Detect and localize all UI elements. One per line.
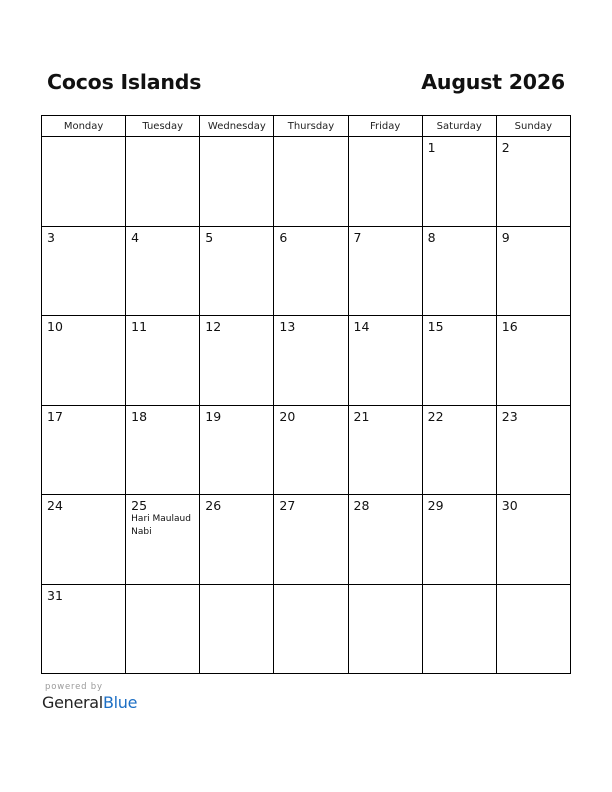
day-cell xyxy=(200,226,274,316)
day-number: 20 xyxy=(279,408,296,424)
day-cell xyxy=(496,137,570,227)
day-number: 28 xyxy=(353,498,370,513)
brand-blue-text: Blue xyxy=(102,693,138,712)
day-cell xyxy=(274,495,348,585)
day-cell xyxy=(126,495,200,585)
day-cell xyxy=(42,405,126,495)
day-number: 31 xyxy=(47,587,63,603)
empty-day-cell xyxy=(200,584,274,674)
powered-by-label: powered by xyxy=(45,682,103,692)
empty-day-cell xyxy=(126,137,200,227)
day-number: 2 xyxy=(501,140,510,155)
day-cell xyxy=(348,405,422,495)
empty-day-cell xyxy=(348,584,422,674)
day-cell xyxy=(422,405,496,495)
day-number: 29 xyxy=(427,498,444,513)
weekday-header: Wednesday xyxy=(200,116,274,137)
day-cell xyxy=(126,405,200,495)
day-cell xyxy=(422,316,496,406)
day-number: 1 xyxy=(427,140,436,155)
empty-day-cell xyxy=(422,584,496,674)
day-cell xyxy=(422,226,496,316)
weekday-header-row xyxy=(42,116,571,137)
day-cell xyxy=(422,495,496,585)
day-number: 15 xyxy=(427,319,444,334)
empty-day-cell xyxy=(126,584,200,674)
day-number: 18 xyxy=(131,408,148,424)
calendar-month-title: August 2026 xyxy=(421,70,565,94)
day-cell xyxy=(42,316,126,406)
week-row xyxy=(42,226,571,316)
day-cell xyxy=(348,316,422,406)
day-number: 21 xyxy=(353,408,370,424)
day-number: 4 xyxy=(131,229,140,245)
day-cell xyxy=(496,316,570,406)
day-number: 16 xyxy=(501,319,518,334)
day-number: 12 xyxy=(205,319,222,334)
generalblue-logo[interactable] xyxy=(42,693,137,712)
day-number: 9 xyxy=(501,229,510,245)
day-cell xyxy=(200,405,274,495)
weekday-header: Sunday xyxy=(496,116,570,137)
day-cell xyxy=(348,226,422,316)
month-calendar-grid xyxy=(41,115,571,674)
brand-general-text: General xyxy=(42,693,103,712)
empty-day-cell xyxy=(200,137,274,227)
weekday-header: Saturday xyxy=(422,116,496,137)
day-number: 13 xyxy=(279,319,296,334)
day-number: 22 xyxy=(427,408,444,424)
day-number: 6 xyxy=(279,229,288,245)
day-cell xyxy=(42,584,126,674)
week-row xyxy=(42,316,571,406)
day-number: 23 xyxy=(501,408,518,424)
day-number: 26 xyxy=(205,498,222,513)
day-cell xyxy=(274,316,348,406)
day-number: 5 xyxy=(205,229,214,245)
day-cell xyxy=(496,495,570,585)
day-cell xyxy=(348,495,422,585)
day-number: 24 xyxy=(47,498,63,513)
holiday-label: Hari Maulaud Nabi xyxy=(131,514,191,537)
weekday-header: Tuesday xyxy=(126,116,200,137)
day-cell xyxy=(422,137,496,227)
week-row xyxy=(42,495,571,585)
day-cell xyxy=(200,316,274,406)
day-number: 30 xyxy=(501,498,518,513)
empty-day-cell xyxy=(274,137,348,227)
day-number: 14 xyxy=(353,319,370,334)
day-cell xyxy=(126,226,200,316)
day-cell xyxy=(274,226,348,316)
day-cell xyxy=(42,226,126,316)
empty-day-cell xyxy=(348,137,422,227)
empty-day-cell xyxy=(274,584,348,674)
empty-day-cell xyxy=(496,584,570,674)
day-number: 8 xyxy=(427,229,436,245)
week-row xyxy=(42,405,571,495)
calendar-region-title: Cocos Islands xyxy=(47,70,202,94)
weekday-header: Thursday xyxy=(274,116,348,137)
day-cell xyxy=(200,495,274,585)
empty-day-cell xyxy=(42,137,126,227)
day-number: 19 xyxy=(205,408,222,424)
day-number: 11 xyxy=(131,319,148,334)
calendar-weeks xyxy=(42,137,571,674)
day-cell xyxy=(274,405,348,495)
day-cell xyxy=(126,316,200,406)
day-cell xyxy=(496,405,570,495)
day-number: 7 xyxy=(353,229,362,245)
day-number: 3 xyxy=(47,229,55,245)
week-row xyxy=(42,137,571,227)
day-number: 10 xyxy=(47,319,63,334)
day-cell xyxy=(496,226,570,316)
day-number: 17 xyxy=(47,408,63,424)
weekday-header: Friday xyxy=(348,116,422,137)
day-number: 27 xyxy=(279,498,296,513)
day-cell xyxy=(42,495,126,585)
week-row xyxy=(42,584,571,674)
day-number: 25 xyxy=(131,498,148,513)
weekday-header: Monday xyxy=(42,116,126,137)
